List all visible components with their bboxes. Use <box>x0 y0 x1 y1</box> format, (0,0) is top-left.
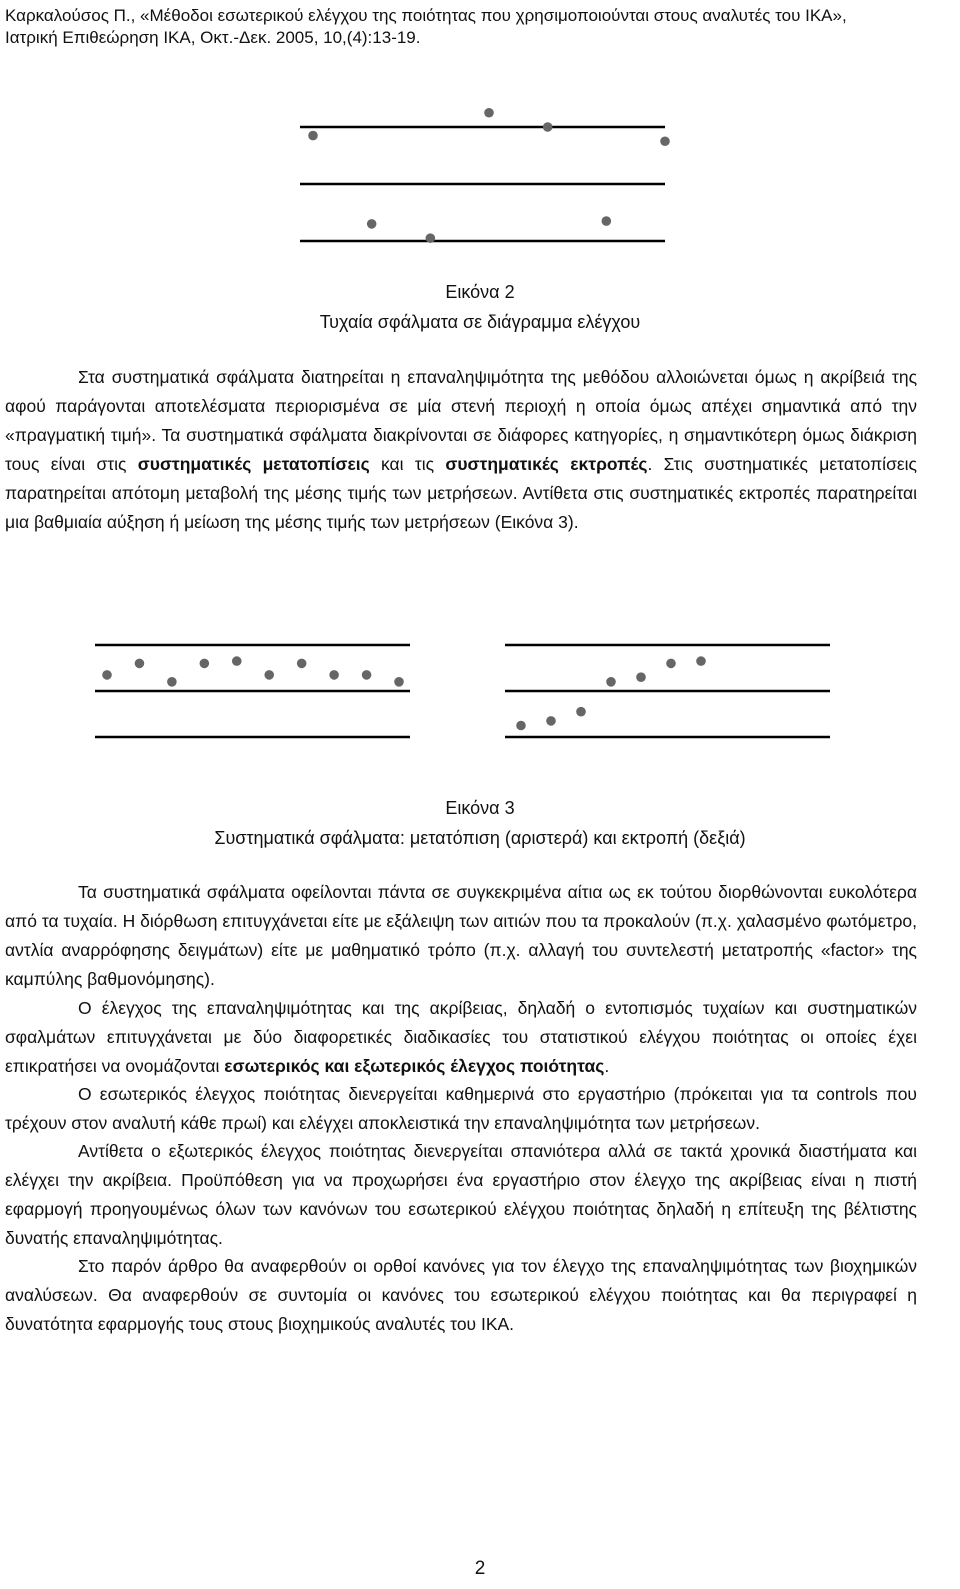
paragraph-internal-control: Ο εσωτερικός έλεγχος ποιότητας διενεργείται καθημερινά στο εργαστήριο (πρόκειται για τα controls που τρέχουν στον αναλυτή κάθε πρωί) και ελέγχει αποκλειστικά την επαναληψιμότητα των μετρήσεων. <box>5 1084 917 1133</box>
figure-3-caption <box>0 793 960 853</box>
fig3-left-data-point <box>200 659 210 669</box>
paragraph-systematic-errors <box>5 363 917 568</box>
figure-2-random-errors-chart <box>275 95 725 265</box>
fig3-left-data-point <box>135 659 145 669</box>
para1-text-2: και τις <box>369 454 446 474</box>
fig3-left-data-point <box>102 670 112 680</box>
fig3-right-data-point <box>606 677 616 687</box>
figure-3-systematic-errors-charts <box>70 600 925 790</box>
fig2-data-point <box>426 233 436 243</box>
fig3-left-data-point <box>297 659 307 669</box>
paragraph-quality-control <box>5 994 917 1081</box>
fig2-data-point <box>367 219 377 229</box>
page-number: 2 <box>474 1558 486 1579</box>
fig3-right-data-point <box>516 721 526 731</box>
para3-text-1: Ο έλεγχος της επαναληψιμότητας και της ακρίβειας, δηλαδή ο εντοπισμός τυχαίων και συστηματικών σφαλμάτων επιτυγχάνεται με δύο διαφορετικές διαδικασίες του στατιστικού ελέγχου ποιότητας οι οποίες έχει επικρατήσει να ονομάζονται <box>5 998 917 1076</box>
para3-text-2: . <box>604 1056 610 1076</box>
citation-line-1: Καρκαλούσος Π., «Μέθοδοι εσωτερικού ελέγχου της ποιότητας που χρησιμοποιούνται στους αναλυτές του ΙΚΑ», <box>5 6 847 25</box>
figure-3-number: Εικόνα 3 <box>445 798 515 818</box>
figure-3-svg <box>70 600 925 790</box>
figure-2-number: Εικόνα 2 <box>445 282 515 302</box>
figure-3-title: Συστηματικά σφάλματα: μετατόπιση (αριστερά) και εκτροπή (δεξιά) <box>214 828 746 848</box>
para1-bold-trends: συστηματικές εκτροπές <box>445 454 648 474</box>
para3-bold-internal-external: εσωτερικός και εξωτερικός έλεγχος ποιότητας <box>224 1056 605 1076</box>
paragraph-correction: Τα συστηματικά σφάλματα οφείλονται πάντα σε συγκεκριμένα αίτια ως εκ τούτου διορθώνονται ευκολότερα από τα τυχαία. Η διόρθωση επιτυγχάνεται είτε με εξάλειψη των αιτιών που τα προκαλούν (π.χ. χαλασμένο φωτόμετρο, αντλία αναρρόφησης δειγμάτων) είτε με μαθηματικό τρόπο (π.χ. αλλαγή του συντελεστή μετατροπής «factor» της καμπύλης βαθμονόμησης). <box>5 882 917 989</box>
fig2-data-point <box>484 108 494 118</box>
paragraph-article-scope: Στο παρόν άρθρο θα αναφερθούν οι ορθοί κανόνες για τον έλεγχο της επαναληψιμότητας των βιοχημικών αναλύσεων. Θα αναφερθούν σε συντομία οι κανόνες του εσωτερικού ελέγχου ποιότητας και θα περιγραφεί η δυνατότητα εφαρμογής τους στους βιοχημικούς αναλυτές του ΙΚΑ. <box>5 1256 917 1334</box>
fig2-data-point <box>660 136 670 146</box>
fig3-right-data-point <box>666 659 676 669</box>
citation-header <box>5 5 955 49</box>
fig3-left-data-point <box>264 670 274 680</box>
para1-bold-shifts: συστηματικές μετατοπίσεις <box>137 454 370 474</box>
fig2-data-point <box>543 122 553 132</box>
fig3-right-data-point <box>546 716 556 726</box>
figure-2-title: Τυχαία σφάλματα σε διάγραμμα ελέγχου <box>319 312 641 332</box>
fig3-right-data-point <box>576 707 586 717</box>
figure-2-caption <box>0 277 960 337</box>
fig3-left-data-point <box>329 670 339 680</box>
paragraph-external-control: Αντίθετα ο εξωτερικός έλεγχος ποιότητας διενεργείται σπανιότερα αλλά σε τακτά χρονικά διαστήματα και ελέγχει την ακρίβεια. Προϋπόθεση για να προχωρήσει ένα εργαστήριο στον έλεγχο της ακρίβειας είναι η πιστή εφαρμογή προηγουμένως όλων των κανόνων του εσωτερικού ελέγχου ποιότητας δηλαδή η επίτευξη της βέλτιστης δυνατής επαναληψιμότητας. <box>5 1141 917 1248</box>
fig3-left-data-point <box>394 677 404 687</box>
fig3-left-data-point <box>232 656 242 666</box>
figure-2-svg <box>275 95 725 265</box>
fig3-left-data-point <box>362 670 372 680</box>
para1-text-1: Στα συστηματικά σφάλματα διατηρείται η επαναληψιμότητα της μεθόδου αλλοιώνεται όμως η ακρίβειά της αφού παράγονται αποτελέσματα περιορισμένα σε μία στενή περιοχή η οποία όμως απέχει σημαντικά από την «πραγματική τιμή». Τα συστηματικά σφάλματα διακρίνονται σε διάφορες κατηγορίες, η σημαντικότερη όμως διάκριση τους είναι στις <box>5 367 917 474</box>
fig2-data-point <box>602 216 612 226</box>
fig3-left-data-point <box>167 677 177 687</box>
citation-line-2: Ιατρική Επιθεώρηση ΙΚΑ, Οκτ.-Δεκ. 2005, 10,(4):13-19. <box>5 28 421 47</box>
fig2-data-point <box>308 131 318 141</box>
fig3-right-data-point <box>696 656 706 666</box>
fig3-right-data-point <box>636 672 646 682</box>
para1-text-3: . Στις συστηματικές μετατοπίσεις παρατηρείται απότομη μεταβολή της μέσης τιμής των μετρήσεων. Αντίθετα στις συστηματικές εκτροπές παρατηρείται μια βαθμιαία αύξηση ή μείωση της μέσης τιμής των μετρήσεων (Εικόνα 3). <box>5 454 917 532</box>
